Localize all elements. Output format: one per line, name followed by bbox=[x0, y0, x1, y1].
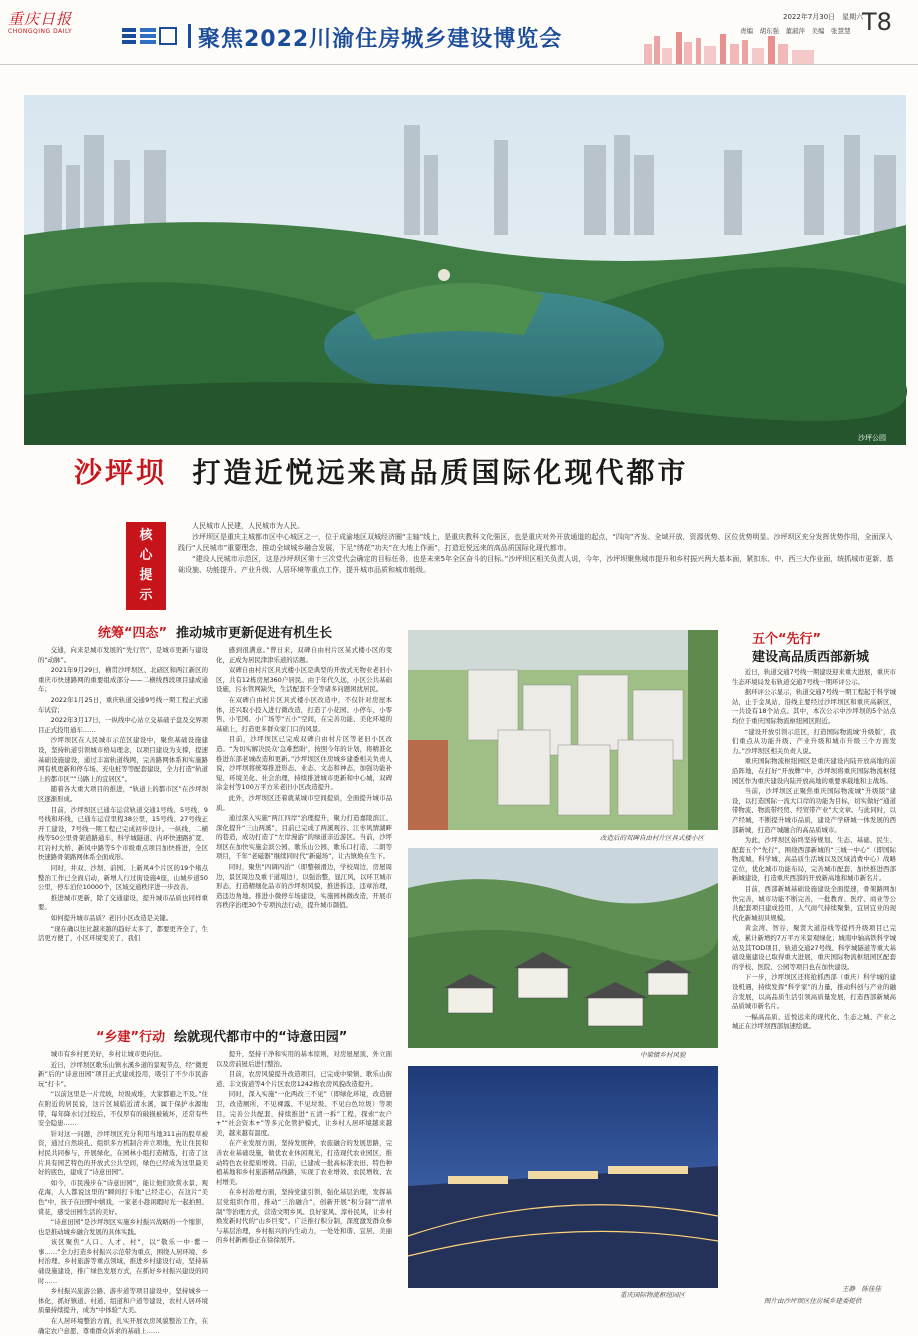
paragraph: 在乡村治理方面，坚持党建引领，强化基层治理，发挥基层党组织作用，推动“三治融合”，创新开展“积分制”“清单制”等治理方式，营造文明乡风、良好家风、淳朴民风，让乡村焕发新时代的“山乡巨变”。广泛推行积分制，深度激发群众参与基层治理，乡村振兴的内生动力，一处处和谐、宜居、美丽的乡村新画卷正在徐徐展开。 bbox=[216, 1188, 392, 1245]
kernel-paragraph: “建设人民城市示范区，这是沙坪坝区第十三次党代会确定的目标任务，也是未来5年全区奋斗的目标。”沙坪坝区相关负责人说，今年，沙坪坝聚焦城市提升和乡村振兴两大基本面，紧扣东、中、西三大作业面，统抓城市更新、基础设施、功能提升、产业升级、人居环境等重点工作，提升城市品质和城市能级。 bbox=[178, 555, 894, 574]
section1-title bbox=[98, 622, 332, 641]
paragraph: 黄金湾、智谷、聚贤大道沿线等提档升级项目已完成，累计新增约7万平方米景观绿化；城南中轴高铁科学城站及其TOD项目、轨道交通27号线、科学城隧道等重大基础设施建设已取得重大进展，重庆国际物流枢纽园区配套的学校、医院、公园等项目也在加快建设。 bbox=[732, 924, 896, 971]
section3-title-1 bbox=[752, 628, 821, 647]
paragraph: 重庆国际物流枢纽园区是重庆建设内陆开放高地的前沿阵地，在打好“开放牌”中，沙坪坝将重庆国际物流枢纽园区作为重庆建设内陆开放高地的重要承载地和主战场。 bbox=[732, 757, 896, 785]
paragraph: 推进城市更新，除了交通建设，提升城市品质也同样重要。 bbox=[38, 893, 208, 912]
headline-text: 打造近悦远来高品质国际化现代都市 bbox=[192, 456, 689, 489]
section1-column-1 bbox=[38, 646, 208, 1018]
paragraph: “现在确以往比越来越的趋好太多了，都要更齐全了，生活更方便了，小区环境变美了，我们 bbox=[38, 924, 208, 943]
paragraph: 双碑自由村片区具式楼小区是典型的开放式无物业老旧小区，共有12栋房屋360户居民。由于年代久远，小区公共基础设施，污水管网缺失，生活配套不全等诸多问题困扰居民。 bbox=[216, 666, 392, 694]
paragraph: 同时，井双、沙坝、前园、上新风4个片区的19个堵点整治工作已全面启动，新增人行过街设施4座，山城步道50公里，停车泊位10000个，区域交通秩序进一步改善。 bbox=[38, 864, 208, 892]
paragraph: 2021年9月29日，横贯沙坪坝区、北碚区和两江新区的重庆市快速路网的重要组成部分——二横线西段项目建成通车； bbox=[38, 666, 208, 694]
paragraph: 2022年3月17日，一纵线中心站立交基础子盘及交界项目正式投用通车…… bbox=[38, 716, 208, 734]
paragraph: 同时，聚焦“四调四治”（即整顿滑边，学校周边，房屋周边，景区周边及重干道周边），以强治整，显江风，以环卫城市形态，打造精细化品市的沙坪坝风貌，推进拆违，违章治理，造违边角地。推进小微停车场建设，实施园林微改造，开展市容秩序治理30个专项执法行动，提升城市颜值。 bbox=[216, 863, 392, 910]
page-number: T8 bbox=[862, 8, 892, 36]
section-banner: 聚焦2022川渝住房城乡建设博览会 bbox=[198, 27, 563, 52]
paragraph: 当前，沙坪坝区正聚焦重庆国际物流城“升级版”建设，以打造国际一流大口岸的功能为目标，切实做好“通道带物流、物流带经贸、经贸带产业”大文章。与此同时，以产经城，不断提升城市品质，建设产学研城一体发展的西部新城，打造产城融合的高品质城市。 bbox=[732, 787, 896, 834]
kernel-label bbox=[126, 522, 166, 610]
newspaper-logo: 重庆日报 bbox=[8, 10, 73, 28]
paragraph: 感到很满意。”曾日来，双碑自由村片区某式楼小区的变化，正成为居民津津乐道的话题。 bbox=[216, 646, 392, 664]
paragraph: 同时，深入实施“一化两改三不见”（即绿化环境，改造厨卫，改造厕所，不见裸露、不见垃圾、不见白色垃圾）等项目，完善公共配套，持续推进“五清一拆”工程，探索“农户+”“社会资本+”等多元化管护模式，让乡村人居环境越来越美，越来越有温度。 bbox=[216, 1090, 392, 1137]
paragraph: 在产业发展方面，坚持发展种，农旅融合的发展思路，完善农业基础设施，做优农业休闲观光，打造现代农业园区，推动特色农业提质增效。目前，已建成一批高标准农田、特色种植基地和乡村旅游精品线路，实现了农业增效、农民增收、农村增美。 bbox=[216, 1139, 392, 1186]
section2-column-1 bbox=[38, 1050, 208, 1335]
paragraph: “建设开放引领示范区，打造国际物流城‘升级版’，我们重点从功能升级、产业升级和城市升级三个方面发力。”沙坪坝区相关负责人说。 bbox=[732, 727, 896, 755]
expo-logo-icon bbox=[120, 24, 180, 46]
paragraph: 提升，坚持干净和实用的基本原则，对房屋屋顶、外立面以及房前屋后进行整治。 bbox=[216, 1050, 392, 1068]
section2-title-highlight: “乡建”行动 bbox=[96, 1030, 166, 1045]
paragraph: 交通，向来是城市发展的“先行官”，是城市更新与建设的“动脉”。 bbox=[38, 646, 208, 664]
paragraph: 近日，轨道交通7号线一期建设迎来重大进展，重庆市生态环境局发布轨道交通7号线一期环评公示。 bbox=[732, 668, 896, 686]
paragraph: “诗意田园”是沙坪坝区实施乡村振兴战略的一个缩影，也是推动城乡融合发展的具体实践。 bbox=[38, 1218, 208, 1236]
kernel-paragraph: 沙坪坝区是重庆主城都市区中心城区之一，位于成渝地区双城经济圈“主轴”线上，是重庆教科文化强区，也是重庆对外开放通道的起点，“四向”齐发、全域开放，资源优势、区位优势明显。沙坪坝区充分发挥优势作用，全面深入践行“人民城市”重要理念，推动全域城乡融合发展，下足“绣花”功夫“在大地上作画”，打造近悦远来的高品质国际化现代都市。 bbox=[178, 533, 893, 552]
paragraph: 乡村振兴旅游公路、游步道等项目建设中，坚持城乡一体化，抓好镇道、村道、组道和户道等建设，农村人居环境质量持续提升，成为“中体验”大美。 bbox=[38, 1287, 208, 1315]
photo-logistics-park bbox=[408, 1066, 718, 1288]
paragraph: 如今，市民漫步在“诗意田园”，能让他们欣赏水景、观花海，人人都说这里的“瞬间打卡地”已经走心，在这片“美色”中，孩子在田野中嬉戏，一家老小趁闲暇时光一起拍照、赏花，感受田园生活的美好。 bbox=[38, 1178, 208, 1216]
section3-column bbox=[732, 668, 896, 1278]
paragraph: “以前这里是一片荒坡，垃圾成堆，大家都避之不及。”住在附近的居民说，这片区域临近清水溪，属于保护水源地带，每年降水讨过较后，不仅厚有的破损被破坏，还常有些安全隐患…… bbox=[38, 1090, 208, 1128]
section2-title bbox=[96, 1026, 347, 1045]
section1-title-highlight: 统筹“四态” bbox=[98, 626, 168, 641]
banner-divider bbox=[188, 24, 191, 48]
section3-title-2: 建设高品质西部新城 bbox=[752, 650, 870, 665]
paragraph: 目前，沙坪坝区已通车运营轨道交通1号线、5号线、9号线和环线，已通车运营里程38公里，15号线、27号线正开工建设，7号线一期工程已完成初步设计。一纵线、二横线等50公里骨架道路通车，科学城隧道、内环快速路扩宽、红岩村大桥、新风中路等5个市级重点项目加快推进，全区快速路骨架路网体系全面成形。 bbox=[38, 805, 208, 862]
kernel-label-text: 核心提示 bbox=[139, 528, 153, 603]
photo-caption-2: 中梁镇乡村风貌 bbox=[640, 1051, 686, 1059]
paragraph: 此外，沙坪坝区还着就某城市空间提质，全面提升城市品质。 bbox=[216, 793, 392, 812]
kernel-summary bbox=[178, 521, 894, 576]
paragraph: 下一步，沙坪坝区还将抢抓西部（重庆）科学城的建设机遇，持续发挥“科学家”的力量，推动科创与产业的融合发展，以高品质生活引领高质量发展，打造西部新城高品质城市新名片。 bbox=[732, 973, 896, 1011]
paragraph: 随着各大重大项目的推进，“轨道上的都市区”在沙坪坝区逐渐形成。 bbox=[38, 785, 208, 803]
kernel-paragraph: 人民城市人民建，人民城市为人民。 bbox=[192, 522, 304, 530]
hero-photo bbox=[24, 95, 906, 445]
paragraph: 目前，沙坪坝区已完成双碑自由村片区等老旧小区改造。“为切实解决民众‘急难愁盼’，按照今年的计划，将精准化推进东部老城改造和更新。”沙坪坝区住房城乡建委相关负责人说，沙坪坝将统筹推进形态、业态、文态和神态，加强功能补短、环境美化、社会治理，持续推进城市更新和中心城，双碑涂金村等100万平方米老旧小区改造提升。 bbox=[216, 735, 392, 792]
newspaper-logo-en: CHONGQING DAILY bbox=[8, 28, 73, 35]
hero-caption: 沙坪公园 bbox=[858, 434, 886, 442]
paragraph: 2022年1月25日，重庆轨道交通9号线一期工程正式通车试营； bbox=[38, 695, 208, 714]
headline-highlight: 沙坪坝 bbox=[74, 456, 168, 489]
paragraph: 在人居环境整治方面，扎实开展农房风貌整治工作，在确定农户意愿、尊重群众诉求的基础上…… bbox=[38, 1317, 208, 1335]
paragraph: 该区聚焦“人口、人才、村”，以“敬乐一中·紫一事……”全力打造乡村振兴示范带为重点，围绕人居环境、乡村治理、乡村旅游等重点领域，推进乡村建设行动，坚持基础设施建设，推广绿色发展方式，在抓好乡村振兴建设的同时…… bbox=[38, 1238, 208, 1285]
section3-title-highlight: 五个“先行” bbox=[752, 632, 822, 647]
paragraph: 沙坪坝区在人民城市示范区建设中，聚焦基础设施建设，坚持轨道引领城市格局理念，以项目建设为支撑，提速基础设施建设，通过丰富轨道线网，完善路网体系和实施路网有机更新和停车场、充电桩等等配套建设，全力打造“轨道上的都市区”“马路上的宜居区”。 bbox=[38, 736, 208, 783]
paragraph: 一幅高品质、近悦远来的现代化、生态之城、产业之城正在沙坪坝西部加速绘就。 bbox=[732, 1012, 896, 1031]
paragraph: 通过深入实施“两江四岸”治理提升，聚力打造嘉陵滨江、深化提升“三山两溪”，目前已完成了两溪观谷、江枣风情湖畔的巷造，成功打造了“左岸漫游”的绿道亲近游区。当前，沙坪坝区在加快实施金滨公园、歌乐山公园、歌乐口打造、二朗等项目，千年“老磁器”继续同时代“新磁场”，让古镇焕在生下。 bbox=[216, 814, 392, 861]
photo-caption-1: 改造后的双碑自由村片区具式楼小区 bbox=[600, 834, 704, 842]
dateline: 2022年7月30日 星期六 bbox=[783, 13, 864, 21]
paragraph: 据环评公示显示，轨道交通7号线一期工程起于科学城站，止于金凤站，沿线主要经过沙坪坝区和重庆高新区，一共设有18个站点。其中，本次公示中沙坪坝的5个站点均位于重庆国际物流枢纽园区附近。 bbox=[732, 688, 896, 725]
paragraph: 针对这一问题，沙坪坝区充分利用当地311亩的股草被资，通过自然块孔、组织多方机制合并立项地，先让住民和村民共同参与，开展绿化，在园林小组打造精选，打造了这片具有园艺特色的开放式公共空间，绿色已经成为这里最美好的底色，建成了“诗意田园”。 bbox=[38, 1129, 208, 1177]
photo-rural-village bbox=[408, 848, 718, 1048]
paragraph: 为此，沙坪坝区始终坚持规划、生态、基础、民生、配套五个“先行”，围绕西部新城的“三城一中心”（即国际物流城、科学城、高品质生活城以及区域消费中心）战略定位，优化城市功能布局，完善城市配套，加快推进西部新城建设，打造重庆西部的开放新高地和城市新名片。 bbox=[732, 836, 896, 883]
photo-caption-3: 重庆国际物流枢纽园区 bbox=[620, 1291, 685, 1299]
paragraph: 如何提升城市品质？老旧小区改造是关键。 bbox=[50, 914, 173, 923]
main-headline bbox=[74, 451, 689, 491]
paragraph: 目前，农房风貌提升改造项目，已完成中梁镇、歌乐山街道、丰文街道等4个片区农房1242栋农房风貌改造提升。 bbox=[216, 1070, 392, 1088]
photo-residential-blocks bbox=[408, 630, 718, 830]
byline: 王静 陈佳佳 bbox=[842, 1285, 881, 1293]
section2-title-text: 绘就现代都市中的“诗意田园” bbox=[174, 1030, 348, 1045]
paragraph: 在双碑自由村片区具式楼小区改造中，不仅针对房屋本体，还兴取小投入进行微改造，打造了小花园、小停车、小零售、小宅园、小广场等“五小”空间，在完善功能、美化环境的基础上，打造更多群众家门口的风景。 bbox=[216, 695, 392, 733]
section1-column-2 bbox=[216, 646, 392, 1018]
photo-credit: 图片由沙坪坝区住房城乡建委提供 bbox=[764, 1297, 862, 1305]
section1-title-text: 推动城市更新促进有机生长 bbox=[176, 626, 333, 641]
section2-column-2 bbox=[216, 1050, 392, 1312]
skyline-graphic bbox=[640, 30, 818, 64]
editor-credits: 责编 胡东强 董淑萍 美编 张慧慧 bbox=[740, 27, 851, 35]
paragraph: 目前，西部新城基础设施建设全面提速，骨架路网加快完善，城市功能不断完善，一批教育、医疗、商业等公共配套项目建成投用，人气商气持续聚集，宜居宜业的现代化新城初具规模。 bbox=[732, 885, 896, 922]
paragraph: 城市有乡村更美好，乡村让城市更向往。 bbox=[50, 1050, 166, 1058]
paragraph: 近日，沙坪坝区歌乐山镇水溪乡道的景观节点，经“微更新”后的“诗意田园”项目正式建成投用，吸引了不少市民游玩“打卡”。 bbox=[38, 1060, 208, 1088]
